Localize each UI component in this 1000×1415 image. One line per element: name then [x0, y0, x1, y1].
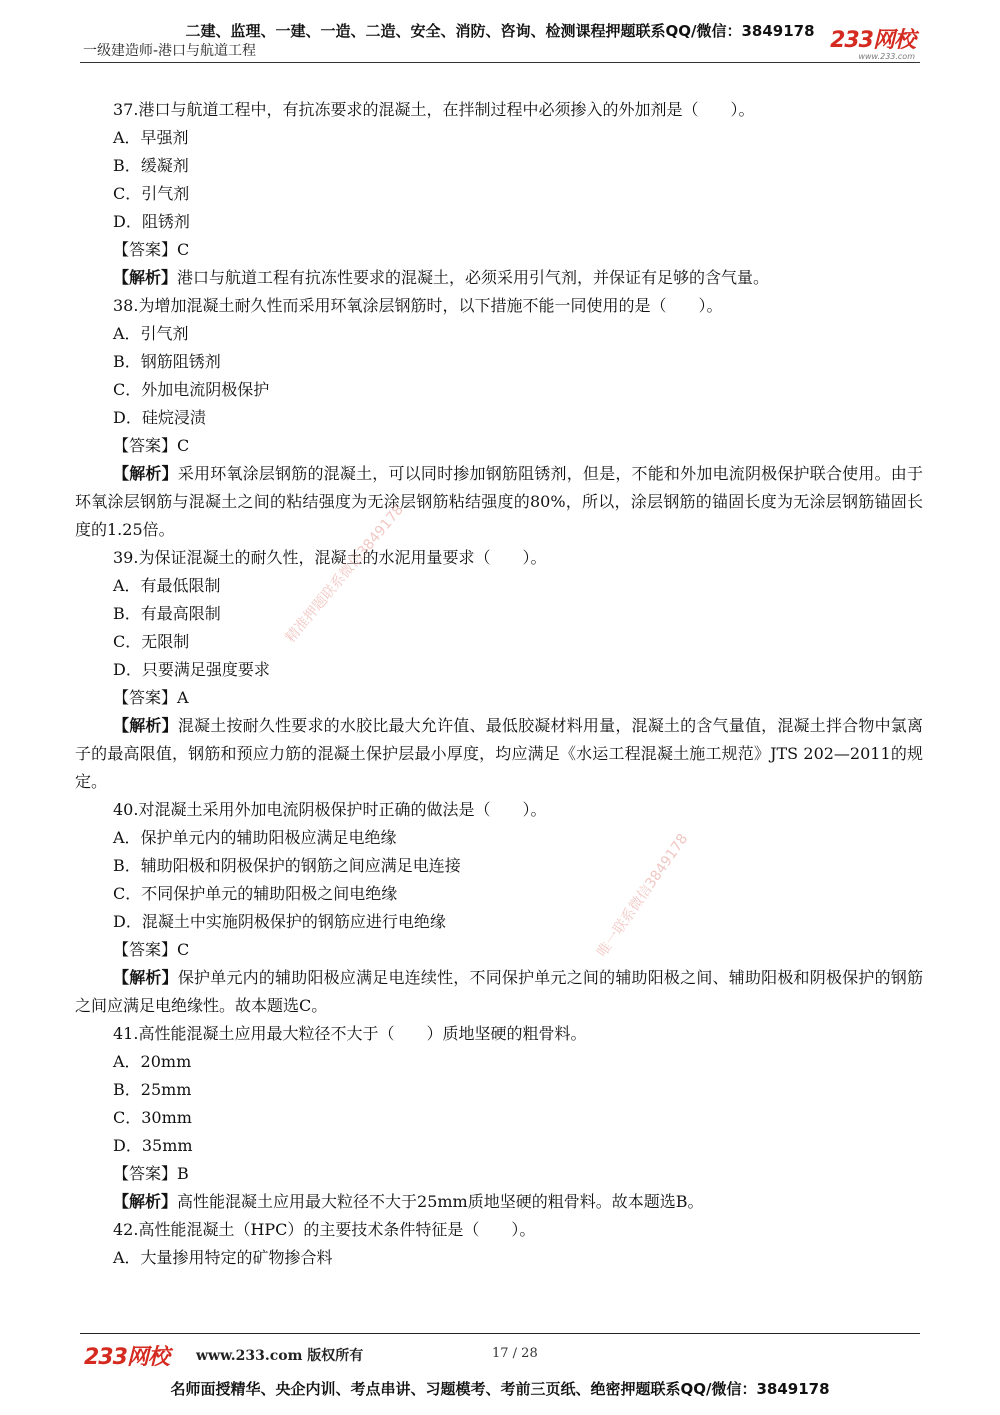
- answer-option: C．无限制: [113, 632, 190, 651]
- analysis-label: 【解析】: [113, 968, 178, 987]
- answer-key: 【答案】C: [113, 940, 190, 959]
- answer-option: B．钢筋阻锈剂: [113, 352, 221, 371]
- analysis-body: 采用环氧涂层钢筋的混凝土，可以同时掺加钢筋阻锈剂，但是，不能和外加电流阴极保护联合使用。由于环氧涂层钢筋与混凝土之间的粘结强度为无涂层钢筋粘结强度的80%，所以，涂层钢筋的锚固长度为无涂层钢筋锚固长度的1.25倍。: [75, 464, 923, 539]
- analysis-text: [75, 1188, 923, 1216]
- answer-key: 【答案】B: [113, 1164, 189, 1183]
- analysis-label: 【解析】: [113, 464, 178, 483]
- analysis-text: [75, 460, 923, 544]
- logo-url: www.233.com: [858, 52, 915, 61]
- question-block: [75, 292, 923, 544]
- answer-option: B．25mm: [113, 1080, 192, 1099]
- answer-option: A．大量掺用特定的矿物掺合料: [113, 1248, 333, 1267]
- answer-option: D．阻锈剂: [113, 212, 190, 231]
- answer-option: D．35mm: [113, 1136, 193, 1155]
- answer-option: A．20mm: [113, 1052, 192, 1071]
- question-block: [75, 796, 923, 1020]
- question-block: [75, 1020, 923, 1216]
- answer-option: C．外加电流阴极保护: [113, 380, 270, 399]
- analysis-body: 高性能混凝土应用最大粒径不大于25mm质地坚硬的粗骨料。故本题选B。: [177, 1192, 704, 1211]
- answer-option: D．混凝土中实施阴极保护的钢筋应进行电绝缘: [113, 912, 446, 931]
- answer-option: C．30mm: [113, 1108, 192, 1127]
- answer-option: D．只要满足强度要求: [113, 660, 270, 679]
- analysis-body: 保护单元内的辅助阳极应满足电连续性，不同保护单元之间的辅助阳极之间、辅助阳极和阴极保护的钢筋之间应满足电绝缘性。故本题选C。: [75, 968, 923, 1015]
- answer-key: 【答案】A: [113, 688, 189, 707]
- answer-option: C．不同保护单元的辅助阳极之间电绝缘: [113, 884, 398, 903]
- question-stem: 41.高性能混凝土应用最大粒径不大于（ ）质地坚硬的粗骨料。: [113, 1024, 587, 1043]
- header-banner: 二建、监理、一建、一造、二造、安全、消防、咨询、检测课程押题联系QQ/微信：3849178: [185, 22, 815, 40]
- footer-divider: [80, 1333, 920, 1334]
- question-block: [75, 544, 923, 796]
- watermark-1: 精准押题联系微信3849178: [282, 501, 407, 646]
- question-block: [75, 96, 923, 292]
- answer-option: C．引气剂: [113, 184, 190, 203]
- analysis-text: [75, 264, 923, 292]
- site-logo-top: [830, 30, 915, 61]
- answer-option: A．有最低限制: [113, 576, 221, 595]
- answer-option: D．硅烷浸渍: [113, 408, 206, 427]
- question-list: [75, 96, 923, 1272]
- watermark-2: 唯一联系微信3849178: [594, 831, 692, 961]
- analysis-body: 港口与航道工程有抗冻性要求的混凝土，必须采用引气剂，并保证有足够的含气量。: [177, 268, 770, 287]
- copyright-text: www.233.com 版权所有: [196, 1348, 364, 1364]
- page-number: 17 / 28: [492, 1346, 538, 1361]
- analysis-text: [75, 712, 923, 796]
- analysis-body: 混凝土按耐久性要求的水胶比最大允许值、最低胶凝材料用量，混凝土的含气量值，混凝土拌合物中氯离子的最高限值，钢筋和预应力筋的混凝土保护层最小厚度，均应满足《水运工程混凝土施工规范》JTS 202—2011的规定。: [75, 716, 923, 791]
- footer-banner: 名师面授精华、央企内训、考点串讲、习题模考、考前三页纸、绝密押题联系QQ/微信：3849178: [170, 1380, 830, 1398]
- question-stem: 38.为增加混凝土耐久性而采用环氧涂层钢筋时，以下措施不能一同使用的是（ ）。: [113, 296, 723, 315]
- analysis-label: 【解析】: [113, 716, 178, 735]
- document-subtitle: 一级建造师-港口与航道工程: [83, 43, 257, 59]
- answer-option: A．保护单元内的辅助阳极应满足电绝缘: [113, 828, 397, 847]
- question-stem: 37.港口与航道工程中，有抗冻要求的混凝土，在拌制过程中必须掺入的外加剂是（ ）。: [113, 100, 755, 119]
- answer-option: A．早强剂: [113, 128, 189, 147]
- answer-key: 【答案】C: [113, 436, 190, 455]
- analysis-text: [75, 964, 923, 1020]
- answer-option: B．缓凝剂: [113, 156, 189, 175]
- answer-option: A．引气剂: [113, 324, 189, 343]
- answer-key: 【答案】C: [113, 240, 190, 259]
- site-logo-bottom: 233网校: [84, 1345, 169, 1370]
- question-stem: 40.对混凝土采用外加电流阴极保护时正确的做法是（ ）。: [113, 800, 547, 819]
- question-stem: 42.高性能混凝土（HPC）的主要技术条件特征是（ ）。: [113, 1220, 536, 1239]
- question-stem: 39.为保证混凝土的耐久性，混凝土的水泥用量要求（ ）。: [113, 548, 547, 567]
- answer-option: B．辅助阳极和阴极保护的钢筋之间应满足电连接: [113, 856, 461, 875]
- analysis-label: 【解析】: [113, 268, 178, 287]
- analysis-label: 【解析】: [113, 1192, 178, 1211]
- answer-option: B．有最高限制: [113, 604, 221, 623]
- logo-text: 233网校: [830, 28, 915, 53]
- header-divider: [80, 62, 920, 63]
- question-block: [75, 1216, 923, 1272]
